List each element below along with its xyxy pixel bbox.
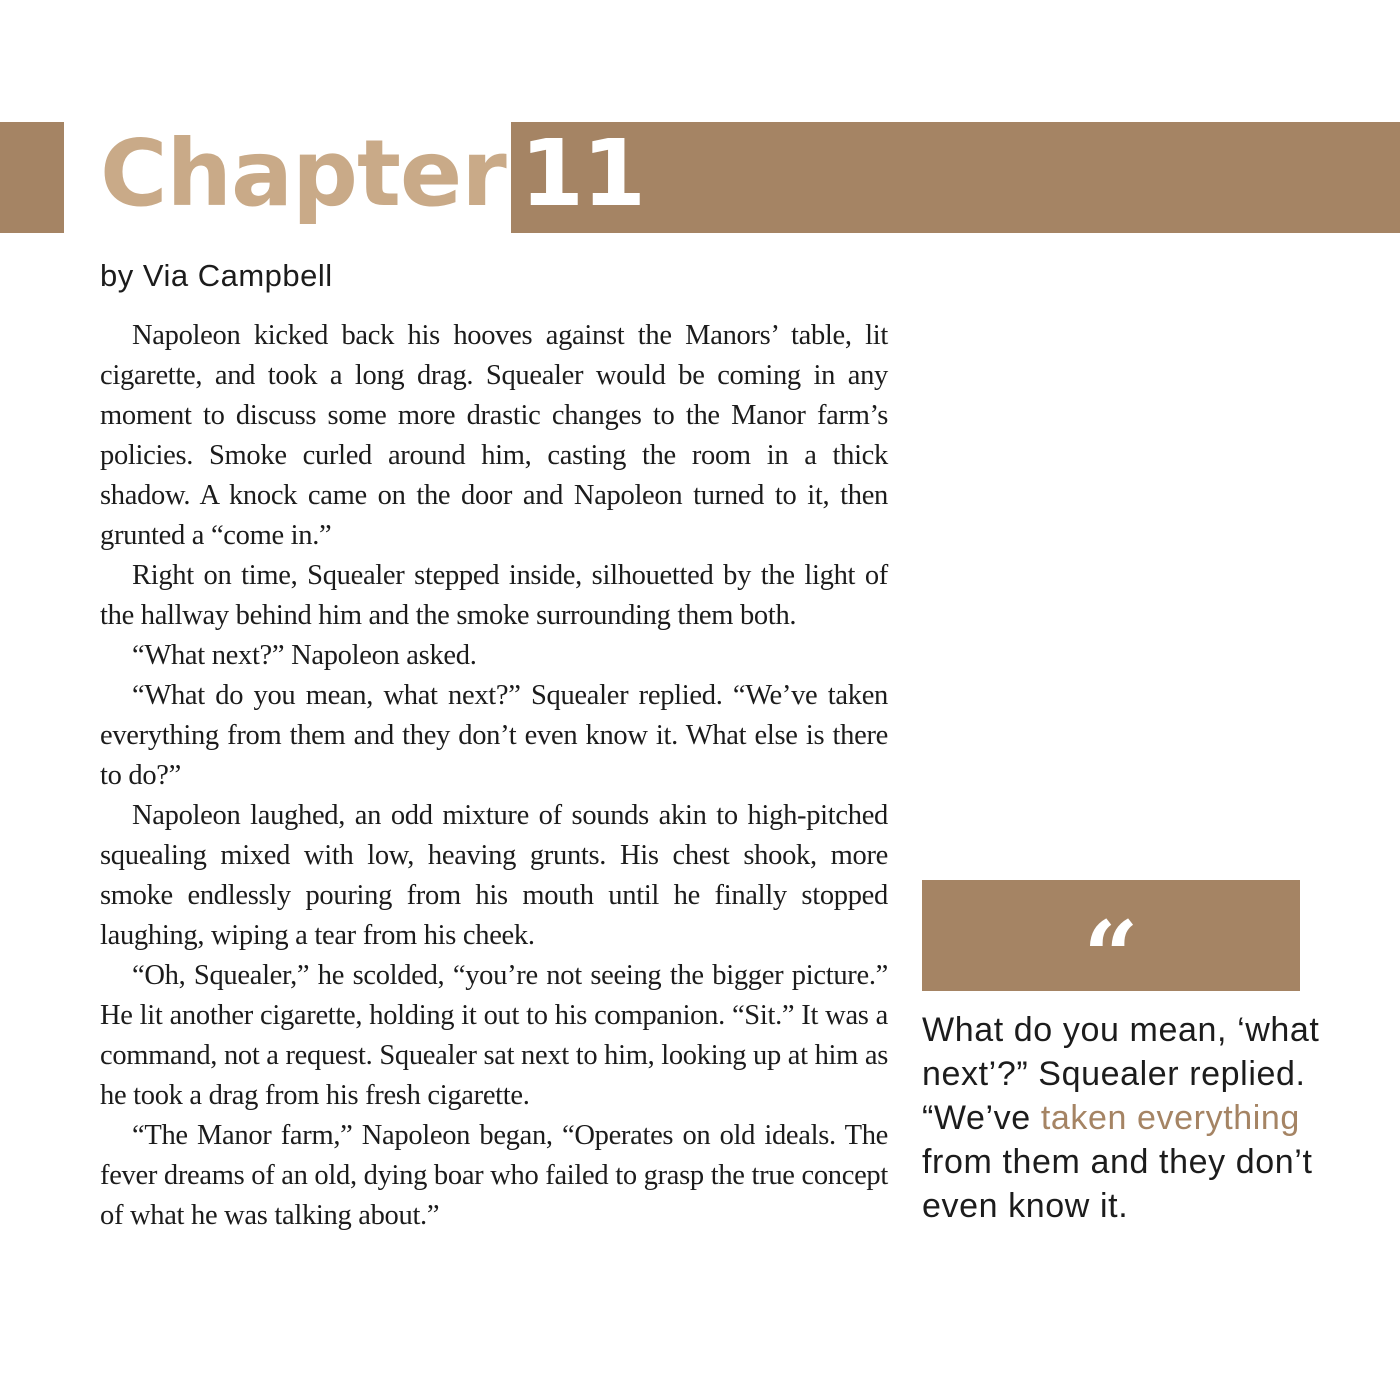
- header-bar-left: [0, 122, 64, 233]
- story-paragraph: “What next?” Napoleon asked.: [132, 640, 477, 671]
- pull-quote-highlight: taken everything: [1040, 1099, 1300, 1137]
- header-bar-right: [511, 122, 1400, 233]
- story-paragraph: Napoleon laughed, an odd mixture of sounds akin to high-pitched squealing mixed with low, heaving grunts. His chest shook, more smoke endlessly pouring from his mouth until he finally stopped laughing, wiping a tear from his cheek.: [100, 800, 888, 951]
- story-paragraph: “What do you mean, what next?” Squealer replied. “We’ve taken everything from them and they don’t even know it. What else is there to do?”: [100, 680, 888, 791]
- story-paragraph: Right on time, Squealer stepped inside, silhouetted by the light of the hallway behind him and the smoke surrounding them both.: [100, 560, 888, 631]
- story-body: [100, 316, 888, 1236]
- pull-quote: [922, 1008, 1322, 1228]
- pull-quote-text-end: from them and they don’t even know it.: [922, 1143, 1313, 1225]
- pull-quote-header: [922, 880, 1300, 1013]
- chapter-number: 11: [520, 120, 645, 227]
- story-paragraph: “Oh, Squealer,” he scolded, “you’re not seeing the bigger picture.” He lit another cigarette, holding it out to his companion. “Sit.” It was a command, not a request. Squealer sat next to him, looking up at him as he took a drag from his fresh cigarette.: [100, 960, 888, 1111]
- story-paragraph: Napoleon kicked back his hooves against the Manors’ table, lit cigarette, and took a long drag. Squealer would be coming in any moment to discuss some more drastic changes to the Manor farm’s policies. Smoke curled around him, casting the room in a thick shadow. A knock came on the door and Napoleon turned to it, then grunted a “come in.”: [100, 320, 888, 551]
- pull-quote-text: What do you mean, ‘what next’?” Squealer replied. “We’ve: [922, 1011, 1320, 1137]
- chapter-title: Chapter: [100, 120, 506, 227]
- story-paragraph: “The Manor farm,” Napoleon began, “Operates on old ideals. The fever dreams of an old, dying boar who failed to grasp the true concept of what he was talking about.”: [100, 1120, 888, 1231]
- quote-mark-icon: “: [1083, 900, 1139, 1013]
- author-byline: by Via Campbell: [100, 258, 333, 293]
